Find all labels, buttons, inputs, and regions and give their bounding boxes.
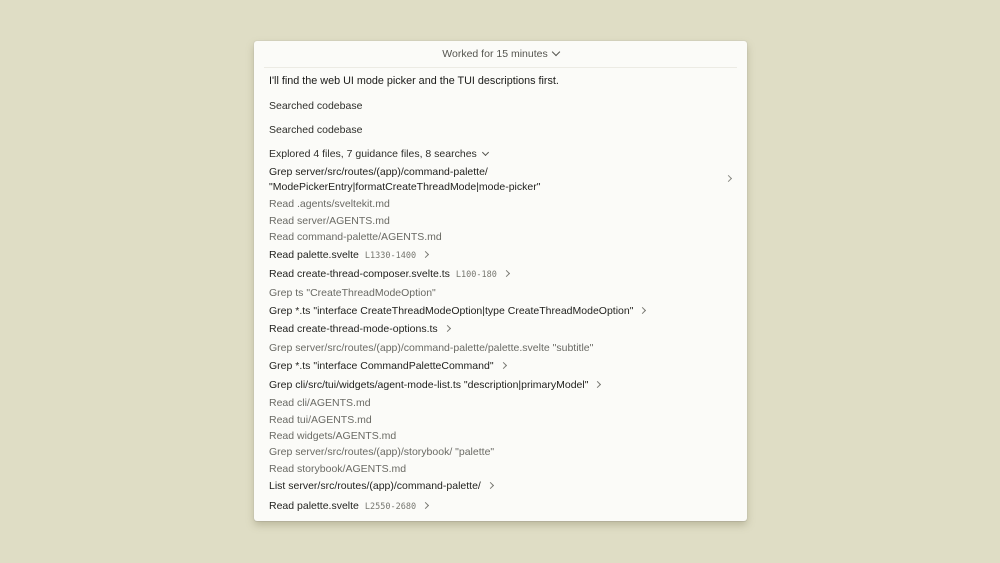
tool-call-label: Grep server/src/routes/(app)/storybook/ "palette": [269, 446, 495, 458]
chevron-right-icon[interactable]: [725, 175, 732, 182]
tool-call-row[interactable]: [269, 267, 509, 282]
tool-call-label: Read create-thread-composer.svelte.ts: [269, 268, 450, 280]
worked-duration-label: Worked for 15 minutes: [442, 48, 548, 60]
divider: [264, 67, 737, 68]
tool-call-label: Read widgets/AGENTS.md: [269, 430, 397, 442]
explored-summary-toggle[interactable]: [269, 147, 488, 161]
chevron-down-icon: [551, 48, 559, 56]
tool-call-row: [269, 413, 372, 427]
tool-call-label: Read create-thread-mode-options.ts: [269, 323, 438, 335]
tool-call-row: [269, 197, 390, 211]
tool-call-label: Read .agents/sveltekit.md: [269, 198, 390, 210]
tool-call-label: Grep *.ts "interface CommandPaletteCommand": [269, 360, 494, 372]
chevron-right-icon: [444, 325, 451, 332]
searched-codebase-row[interactable]: Searched codebase: [269, 100, 363, 112]
tool-call-label: Read palette.svelte: [269, 500, 359, 512]
tool-call-row[interactable]: [269, 248, 428, 263]
tool-call-row: [269, 214, 390, 228]
tool-call-label: Grep cli/src/tui/widgets/agent-mode-list.ts "description|primaryModel": [269, 379, 589, 391]
agent-activity-card: [254, 41, 747, 521]
tool-call-label: Read server/AGENTS.md: [269, 215, 390, 227]
assistant-message: I'll find the web UI mode picker and the TUI descriptions first.: [269, 75, 559, 87]
tool-call-label: List server/src/routes/(app)/command-palette/: [269, 480, 481, 492]
worked-duration-toggle[interactable]: [254, 41, 747, 67]
tool-call-label: Grep ts "CreateThreadModeOption": [269, 287, 436, 299]
tool-call-row[interactable]: [269, 322, 450, 336]
tool-call-row: [269, 445, 494, 459]
tool-call-row[interactable]: [269, 304, 645, 318]
chevron-right-icon: [594, 381, 601, 388]
line-range: L100-180: [455, 270, 497, 280]
chevron-right-icon: [422, 502, 429, 509]
tool-call-label: Read palette.svelte: [269, 249, 359, 261]
chevron-right-icon: [503, 270, 510, 277]
chevron-right-icon: [639, 307, 646, 314]
grep-mode-picker-row[interactable]: [269, 165, 709, 194]
tool-call-row[interactable]: [269, 499, 428, 514]
tool-call-row: [269, 396, 371, 410]
grep-line-1: Grep server/src/routes/(app)/command-palette/: [269, 166, 488, 178]
grep-line-2: "ModePickerEntry|formatCreateThreadMode|mode-picker": [269, 180, 541, 193]
tool-call-row[interactable]: [269, 359, 506, 373]
chevron-down-icon: [482, 149, 489, 156]
tool-call-label: Read cli/AGENTS.md: [269, 397, 371, 409]
tool-call-label: Read command-palette/AGENTS.md: [269, 231, 442, 243]
tool-call-row: [269, 462, 406, 476]
tool-call-label: Read tui/AGENTS.md: [269, 414, 372, 426]
tool-call-label: Grep server/src/routes/(app)/command-palette/palette.svelte "subtitle": [269, 342, 594, 354]
chevron-right-icon: [500, 362, 507, 369]
chevron-right-icon: [422, 251, 429, 258]
tool-call-row: [269, 429, 396, 443]
tool-call-row[interactable]: [269, 378, 600, 392]
tool-call-row[interactable]: [269, 479, 493, 493]
line-range: L1330-1400: [364, 251, 417, 261]
line-range: L2550-2680: [364, 502, 417, 512]
chevron-right-icon: [487, 482, 494, 489]
explored-summary-label: Explored 4 files, 7 guidance files, 8 searches: [269, 148, 477, 160]
tool-call-label: Read storybook/AGENTS.md: [269, 463, 407, 475]
tool-call-row: [269, 230, 442, 244]
searched-codebase-row[interactable]: Searched codebase: [269, 124, 363, 136]
tool-call-label: Grep *.ts "interface CreateThreadModeOption|type CreateThreadModeOption": [269, 305, 634, 317]
tool-call-row: [269, 341, 593, 355]
tool-call-row: [269, 286, 436, 300]
